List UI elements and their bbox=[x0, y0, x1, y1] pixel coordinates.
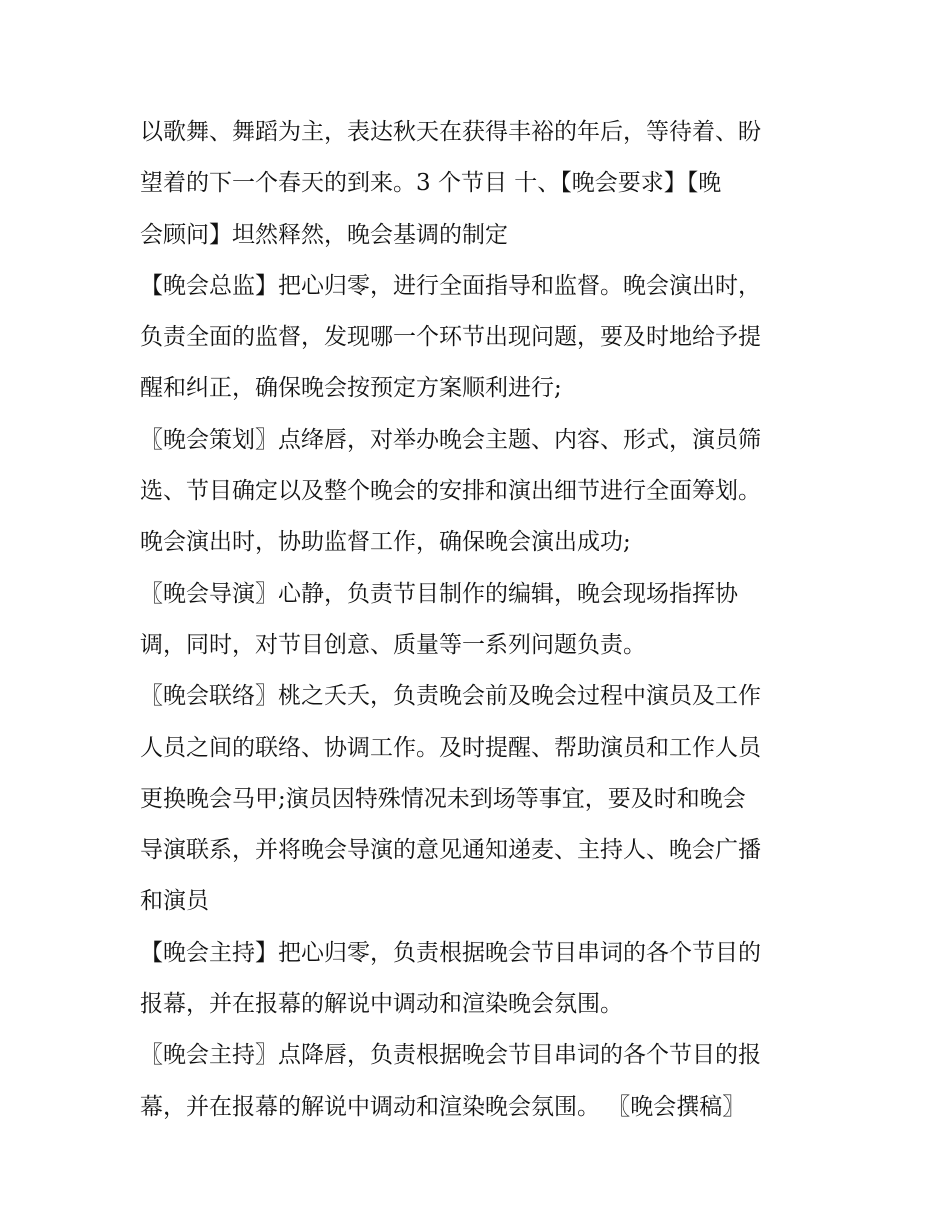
text-line: 〖晚会联络〗桃之夭夭，负责晚会前及晚会过程中演员及工作 bbox=[140, 683, 761, 710]
text-line: 望着的下一个春天的到来。3 个节目 十、【晚会要求】【晚 bbox=[140, 170, 722, 197]
text-line: 报幕，并在报幕的解说中调动和渲染晚会氛围。 bbox=[140, 991, 623, 1018]
text-line: 晚会演出时，协助监督工作，确保晚会演出成功; bbox=[140, 529, 631, 556]
text-line: 和演员 bbox=[140, 888, 209, 915]
text-line: 人员之间的联络、协调工作。及时提醒、帮助演员和工作人员 bbox=[140, 734, 761, 761]
text-line: 【晚会主持】把心归零，负责根据晚会节目串词的各个节目的 bbox=[140, 939, 761, 966]
text-line: 选、节目确定以及整个晚会的安排和演出细节进行全面筹划。 bbox=[140, 478, 761, 505]
text-line: 醒和纠正，确保晚会按预定方案顺利进行; bbox=[140, 375, 562, 402]
text-line: 更换晚会马甲;演员因特殊情况未到场等事宜，要及时和晚会 bbox=[140, 785, 746, 812]
text-line: 〖晚会导演〗心静，负责节目制作的编辑，晚会现场指挥协 bbox=[140, 580, 738, 607]
text-line: 导演联系，并将晚会导演的意见通知递麦、主持人、晚会广播 bbox=[140, 837, 761, 864]
text-line: 【晚会总监】把心归零，进行全面指导和监督。晚会演出时， bbox=[140, 272, 761, 299]
text-line: 〖晚会策划〗点绛唇，对举办晚会主题、内容、形式，演员筛 bbox=[140, 426, 761, 453]
text-line: 以歌舞、舞蹈为主，表达秋天在获得丰裕的年后，等待着、盼 bbox=[140, 119, 761, 145]
text-line: 会顾问】坦然释然，晚会基调的制定 bbox=[140, 221, 508, 248]
text-line: 负责全面的监督，发现哪一个环节出现问题，要及时地给予提 bbox=[140, 324, 761, 351]
text-line: 幕，并在报幕的解说中调动和渲染晚会氛围。 〖晚会撰稿〗 bbox=[140, 1093, 746, 1120]
text-line: 〖晚会主持〗点降唇，负责根据晚会节目串词的各个节目的报 bbox=[140, 1042, 761, 1069]
text-line: 调，同时，对节目创意、质量等一系列问题负责。 bbox=[140, 631, 646, 658]
document-body bbox=[140, 107, 820, 1133]
